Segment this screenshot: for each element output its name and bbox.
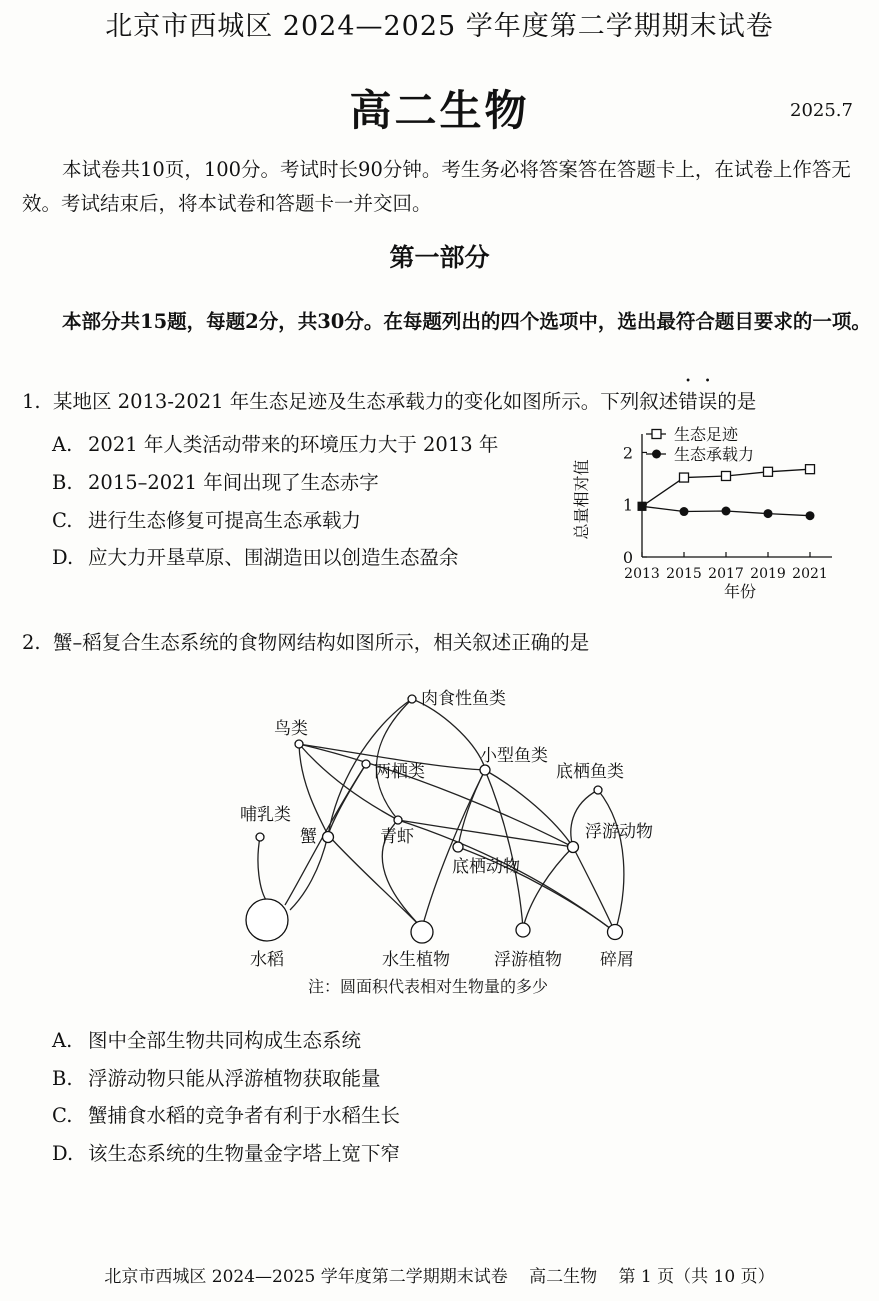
x-tick-label: 2019 [750, 566, 786, 582]
node-small-fish [480, 765, 490, 775]
food-web-edge [573, 847, 615, 932]
q2-option-b: B. 浮游动物只能从浮游植物获取能量 [52, 1067, 381, 1090]
q1-option-a: A. 2021 年人类活动带来的环境压力大于 2013 年 [52, 433, 499, 456]
footer-subject: 高二生物 [529, 1267, 598, 1287]
label-mammals: 哺乳类 [240, 805, 291, 825]
node-aquatic-plants [411, 921, 433, 943]
y-tick-label: 0 [622, 548, 634, 567]
node-amphibians [362, 760, 370, 768]
node-detritus [608, 925, 623, 940]
node-crab [323, 832, 334, 843]
label-zooplankton: 浮游动物 [585, 822, 653, 842]
label-benthic-fish: 底栖鱼类 [556, 762, 624, 782]
x-tick-label: 2017 [708, 566, 744, 582]
label-detritus: 碎屑 [600, 950, 634, 970]
data-point-capacity [722, 507, 731, 516]
x-tick-label: 2021 [792, 566, 828, 582]
label-carnivorous-fish: 肉食性鱼类 [421, 689, 506, 709]
node-carnivorous-fish [408, 695, 416, 703]
data-point-start [638, 502, 647, 511]
question-text: 的是 [717, 390, 757, 413]
part-description: 本部分共15题，每题2分，共30分。在每题列出的四个选项中，选出最符合题目要求的一项。 [62, 310, 871, 333]
node-phytoplankton [516, 923, 530, 937]
label-small-fish: 小型鱼类 [480, 746, 548, 766]
food-web-edge [299, 744, 328, 835]
question-2-stem [22, 627, 589, 655]
q1-option-d: D. 应大力开垦草原、围湖造田以创造生态盈余 [52, 546, 459, 569]
data-point-footprint [806, 465, 815, 474]
label-crab: 蟹 [300, 827, 317, 847]
q2-option-c: C. 蟹捕食水稻的竞争者有利于水稻生长 [52, 1104, 401, 1127]
data-point-capacity [680, 507, 689, 516]
legend-label-footprint: 生态足迹 [674, 425, 739, 444]
eco-footprint-chart [560, 420, 850, 610]
data-point-capacity [764, 509, 773, 518]
question-text: 蟹–稻复合生态系统的食物网结构如图所示，相关叙述正确的是 [53, 631, 590, 654]
legend-label-capacity: 生态承载力 [674, 445, 755, 464]
legend-marker-footprint [652, 430, 661, 439]
footer-page: 第 1 页（共 10 页） [618, 1267, 775, 1287]
legend-marker-capacity [652, 450, 661, 459]
footer-exam: 北京市西城区 2024—2025 学年度第二学期期末试卷 [104, 1267, 508, 1287]
y-tick-label: 1 [622, 495, 634, 515]
node-shrimp [394, 816, 402, 824]
node-benthic-fish [594, 786, 602, 794]
q2-option-d: D. 该生态系统的生物量金字塔上宽下窄 [52, 1142, 401, 1165]
label-shrimp: 青虾 [380, 827, 414, 847]
subject-title: 高二生物 [349, 86, 530, 135]
label-phytoplankton: 浮游植物 [494, 950, 562, 970]
node-birds [295, 740, 303, 748]
label-benthic-animals: 底栖动物 [452, 857, 520, 877]
x-tick-label: 2013 [624, 566, 660, 582]
page-footer [0, 1262, 879, 1287]
question-number: 2. [22, 631, 41, 654]
question-number: 1. [22, 390, 41, 413]
food-web-edge [458, 770, 485, 847]
food-web-edge [258, 837, 266, 900]
x-axis-label: 年份 [723, 582, 757, 601]
node-rice [246, 899, 288, 941]
data-point-footprint [722, 471, 731, 480]
q1-option-c: C. 进行生态修复可提高生态承载力 [52, 509, 362, 532]
data-point-footprint [680, 473, 689, 482]
label-amphibians: 两栖类 [374, 762, 425, 782]
food-web-edge [328, 764, 366, 835]
node-benthic-animals [453, 842, 463, 852]
food-web-diagram [230, 680, 670, 1000]
exam-header: 北京市西城区 2024—2025 学年度第二学期期末试卷 [105, 11, 774, 42]
food-web-edge [598, 790, 624, 932]
question-text: 某地区 2013-2021 年生态足迹及生态承载力的变化如图所示。下列叙述 [53, 390, 679, 413]
node-mammals [256, 833, 264, 841]
exam-instructions: 本试卷共10页，100分。考试时长90分钟。考生务必将答案答在答题卡上，在试卷上作答无效。考试结束后，将本试卷和答题卡一并交回。 [22, 158, 851, 215]
food-web-edge [412, 699, 485, 768]
diagram-note: 注：圆面积代表相对生物量的多少 [308, 977, 549, 996]
node-zooplankton [568, 842, 579, 853]
data-point-capacity [806, 511, 815, 520]
emphasis-char: 错 [678, 390, 698, 413]
x-tick-label: 2015 [666, 566, 702, 582]
label-aquatic-plants: 水生植物 [382, 950, 450, 970]
label-birds: 鸟类 [274, 719, 308, 739]
part-title: 第一部分 [389, 243, 490, 272]
emphasis-char: 误 [697, 390, 718, 413]
question-1-stem [22, 386, 756, 414]
food-web-edge [328, 835, 422, 928]
q1-option-b: B. 2015–2021 年间出现了生态赤字 [52, 471, 379, 494]
exam-date: 2025.7 [790, 100, 853, 121]
y-tick-label: 2 [622, 443, 634, 463]
food-web-edge [299, 744, 398, 820]
food-web-edge [485, 770, 523, 928]
y-axis-label: 总量相对值 [572, 459, 591, 540]
q2-option-a: A. 图中全部生物共同构成生态系统 [52, 1029, 362, 1052]
label-rice: 水稻 [250, 950, 284, 970]
data-point-footprint [764, 467, 773, 476]
